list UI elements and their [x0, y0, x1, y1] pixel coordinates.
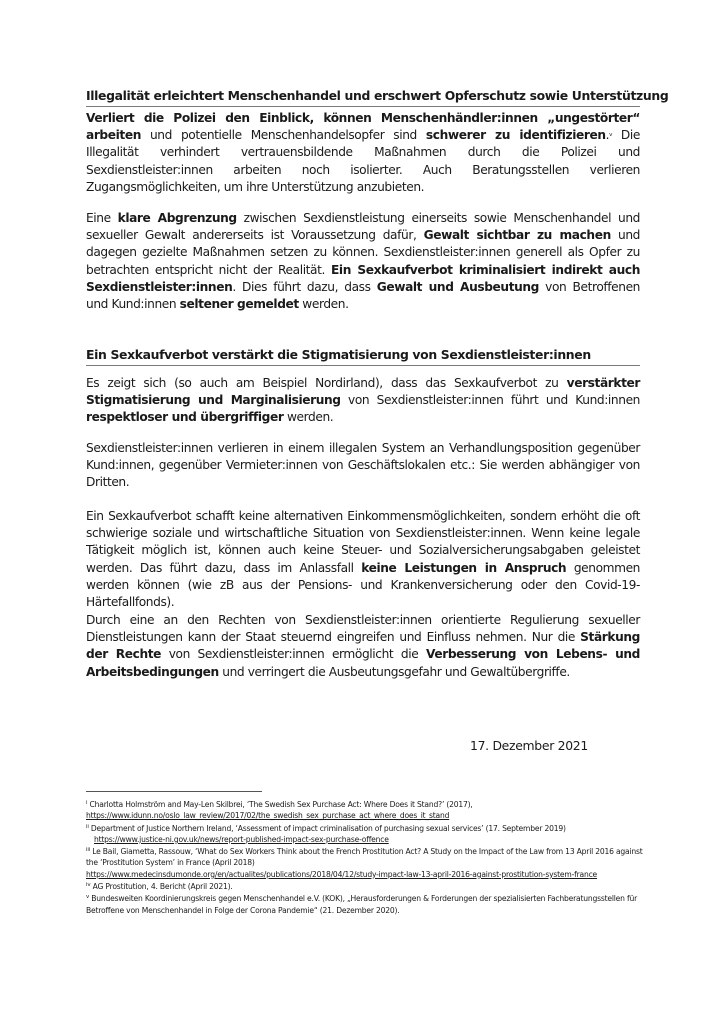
paragraph: Verliert die Polizei den Einblick, können Menschenhändler:innen „ungestörter“ arbeiten und potentielle Menschenhandelsopfer sind schwerer zu identifizieren.$^v$ Die Illegalität verhindert vertrauensbildende Maßnahmen durch die Polizei und Sexdienstleister:innen arbeiten noch isolierter. Auch Beratungsstellen verlieren Zugangsmöglichkeiten, um ihre Unterstützung anzubieten.: [86, 111, 641, 194]
footnote-link[interactable]: https://www.medecinsdumonde.org/en/actualites/publications/2018/04/12/study-impact-law-13-april-2016-against-prostitution-system-france: [86, 869, 598, 879]
footnote-link[interactable]: https://www.justice-ni.gov.uk/news/report-published-impact-sex-purchase-offence: [94, 834, 389, 844]
footnote-text: AG Prostitution, 4. Bericht (April 2021).: [90, 882, 233, 892]
emphasis: Stärkung der Rechte: [86, 630, 640, 662]
footnote-text: Bundesweiten Koordinierungskreis gegen Menschenhandel e.V. (KOK), „Herausforderungen & Forderungen der spezialisierten Fachberatungsstellen für Betroffene von Menschenhandel in Folge der Corona Pandemie“ (21. Dezember 2020).: [86, 894, 637, 915]
footnote-marker: i: [86, 800, 88, 806]
footnote-text: Department of Justice Northern Ireland, ‘Assessment of impact criminalisation of purchasing sexual services’ (17. September 2019): [88, 823, 566, 833]
emphasis: Verbesserung von Lebens- und Arbeitsbedingungen: [86, 647, 640, 679]
emphasis: schwerer zu identifizieren: [425, 128, 606, 143]
footnote-ref[interactable]: v: [609, 132, 612, 139]
emphasis: Verliert die Polizei den Einblick, können Menschenhändler:innen „ungestörter“ arbeiten: [86, 111, 640, 143]
paragraph: Sexdienstleister:innen verlieren in einem illegalen System an Verhandlungsposition gegenüber Kund:innen, gegenüber Vermieter:innen von Geschäftslokalen etc.: Sie werden abhängiger von Dritten.: [86, 441, 640, 490]
footnote-marker: iv: [86, 882, 91, 889]
document-date: 17. Dezember 2021: [470, 738, 588, 753]
emphasis: seltener gemeldet: [179, 297, 299, 312]
paragraph: Es zeigt sich (so auch am Beispiel Nordirland), dass das Sexkaufverbot zu verstärkter Stigmatisierung und Marginalisierung von Sexdienstleister:innen führt und Kund:innen respektloser und übergriffiger werden.: [86, 376, 640, 425]
footnote-i: [86, 798, 646, 822]
footnote-link[interactable]: https://www.idunn.no/oslo_law_review/2017/02/the_swedish_sex_purchase_act_where_does_it_stand: [86, 811, 450, 821]
emphasis: klare Abgrenzung: [117, 211, 237, 225]
emphasis: Gewalt sichtbar zu machen: [423, 228, 611, 243]
footnote-marker: v: [86, 894, 90, 901]
footnote-iv: [86, 880, 646, 892]
footnote-marker: iii: [86, 847, 90, 854]
footnote-marker: ii: [86, 823, 89, 830]
footnote-text: Charlotta Holmström and May-Len Skilbrei, ‘The Swedish Sex Purchase Act: Where Does it Stand?’ (2017),: [87, 800, 473, 809]
footnotes: [86, 798, 646, 916]
emphasis: verstärkter Stigmatisierung und Marginalisierung: [86, 376, 640, 408]
emphasis: Ein Sexkaufverbot kriminalisiert indirekt auch Sexdienstleister:innen: [86, 262, 640, 294]
footnote-v: [86, 892, 646, 916]
footnote-separator: [86, 791, 262, 792]
footnote-text: Le Bail, Giametta, Rassouw, ‘What do Sex Workers Think about the French Prostitution Act? A Study on the Impact of the Law from 13 April 2016 against the ‘Prostitution System’ in France (April 2018): [86, 847, 643, 868]
footnote-ii: [86, 822, 646, 846]
footnote-iii: [86, 845, 646, 880]
section-heading-illegality: Illegalität erleichtert Menschenhandel und erschwert Opferschutz sowie Unterstützung: [86, 88, 640, 107]
section-heading-stigmatisation: Ein Sexkaufverbot verstärkt die Stigmatisierung von Sexdienstleister:innen: [86, 347, 640, 366]
emphasis: respektloser und übergriffiger: [86, 410, 284, 425]
emphasis: keine Leistungen in Anspruch: [361, 560, 567, 575]
paragraph: Eine klare Abgrenzung zwischen Sexdienstleistung einerseits sowie Menschenhandel und sexueller Gewalt andererseits ist Voraussetzung dafür, Gewalt sichtbar zu machen und dagegen gezielte Maßnahmen setzen zu können. Sexdienstleister:innen generell als Opfer zu betrachten entspricht nicht der Realität. Ein Sexkaufverbot kriminalisiert indirekt auch Sexdienstleister:innen. Dies führt dazu, dass Gewalt und Ausbeutung von Betroffenen und Kund:innen seltener gemeldet werden.: [86, 211, 641, 312]
emphasis: Gewalt und Ausbeutung: [376, 279, 539, 294]
paragraph: Durch eine an den Rechten von Sexdienstleister:innen orientierte Regulierung sexueller Dienstleistungen kann der Staat steuernd eingreifen und Einfluss nehmen. Nur die Stärkung der Rechte von Sexdienstleister:innen ermöglicht die Verbesserung von Lebens- und Arbeitsbedingungen und verringert die Ausbeutungsgefahr und Gewaltübergriffe.: [86, 613, 640, 679]
paragraph: Ein Sexkaufverbot schafft keine alternativen Einkommensmöglichkeiten, sondern erhöht die oft schwierige soziale und wirtschaftliche Situation von Sexdienstleister:innen. Wenn keine legale Tätigkeit möglich ist, können auch keine Steuer- und Sozialversicherungsabgaben geleistet werden. Das führt dazu, dass im Anlassfall keine Leistungen in Anspruch genommen werden können (wie zB aus der Pensions- und Krankenversicherung oder den Covid-19-Härtefallfonds).: [86, 509, 640, 610]
